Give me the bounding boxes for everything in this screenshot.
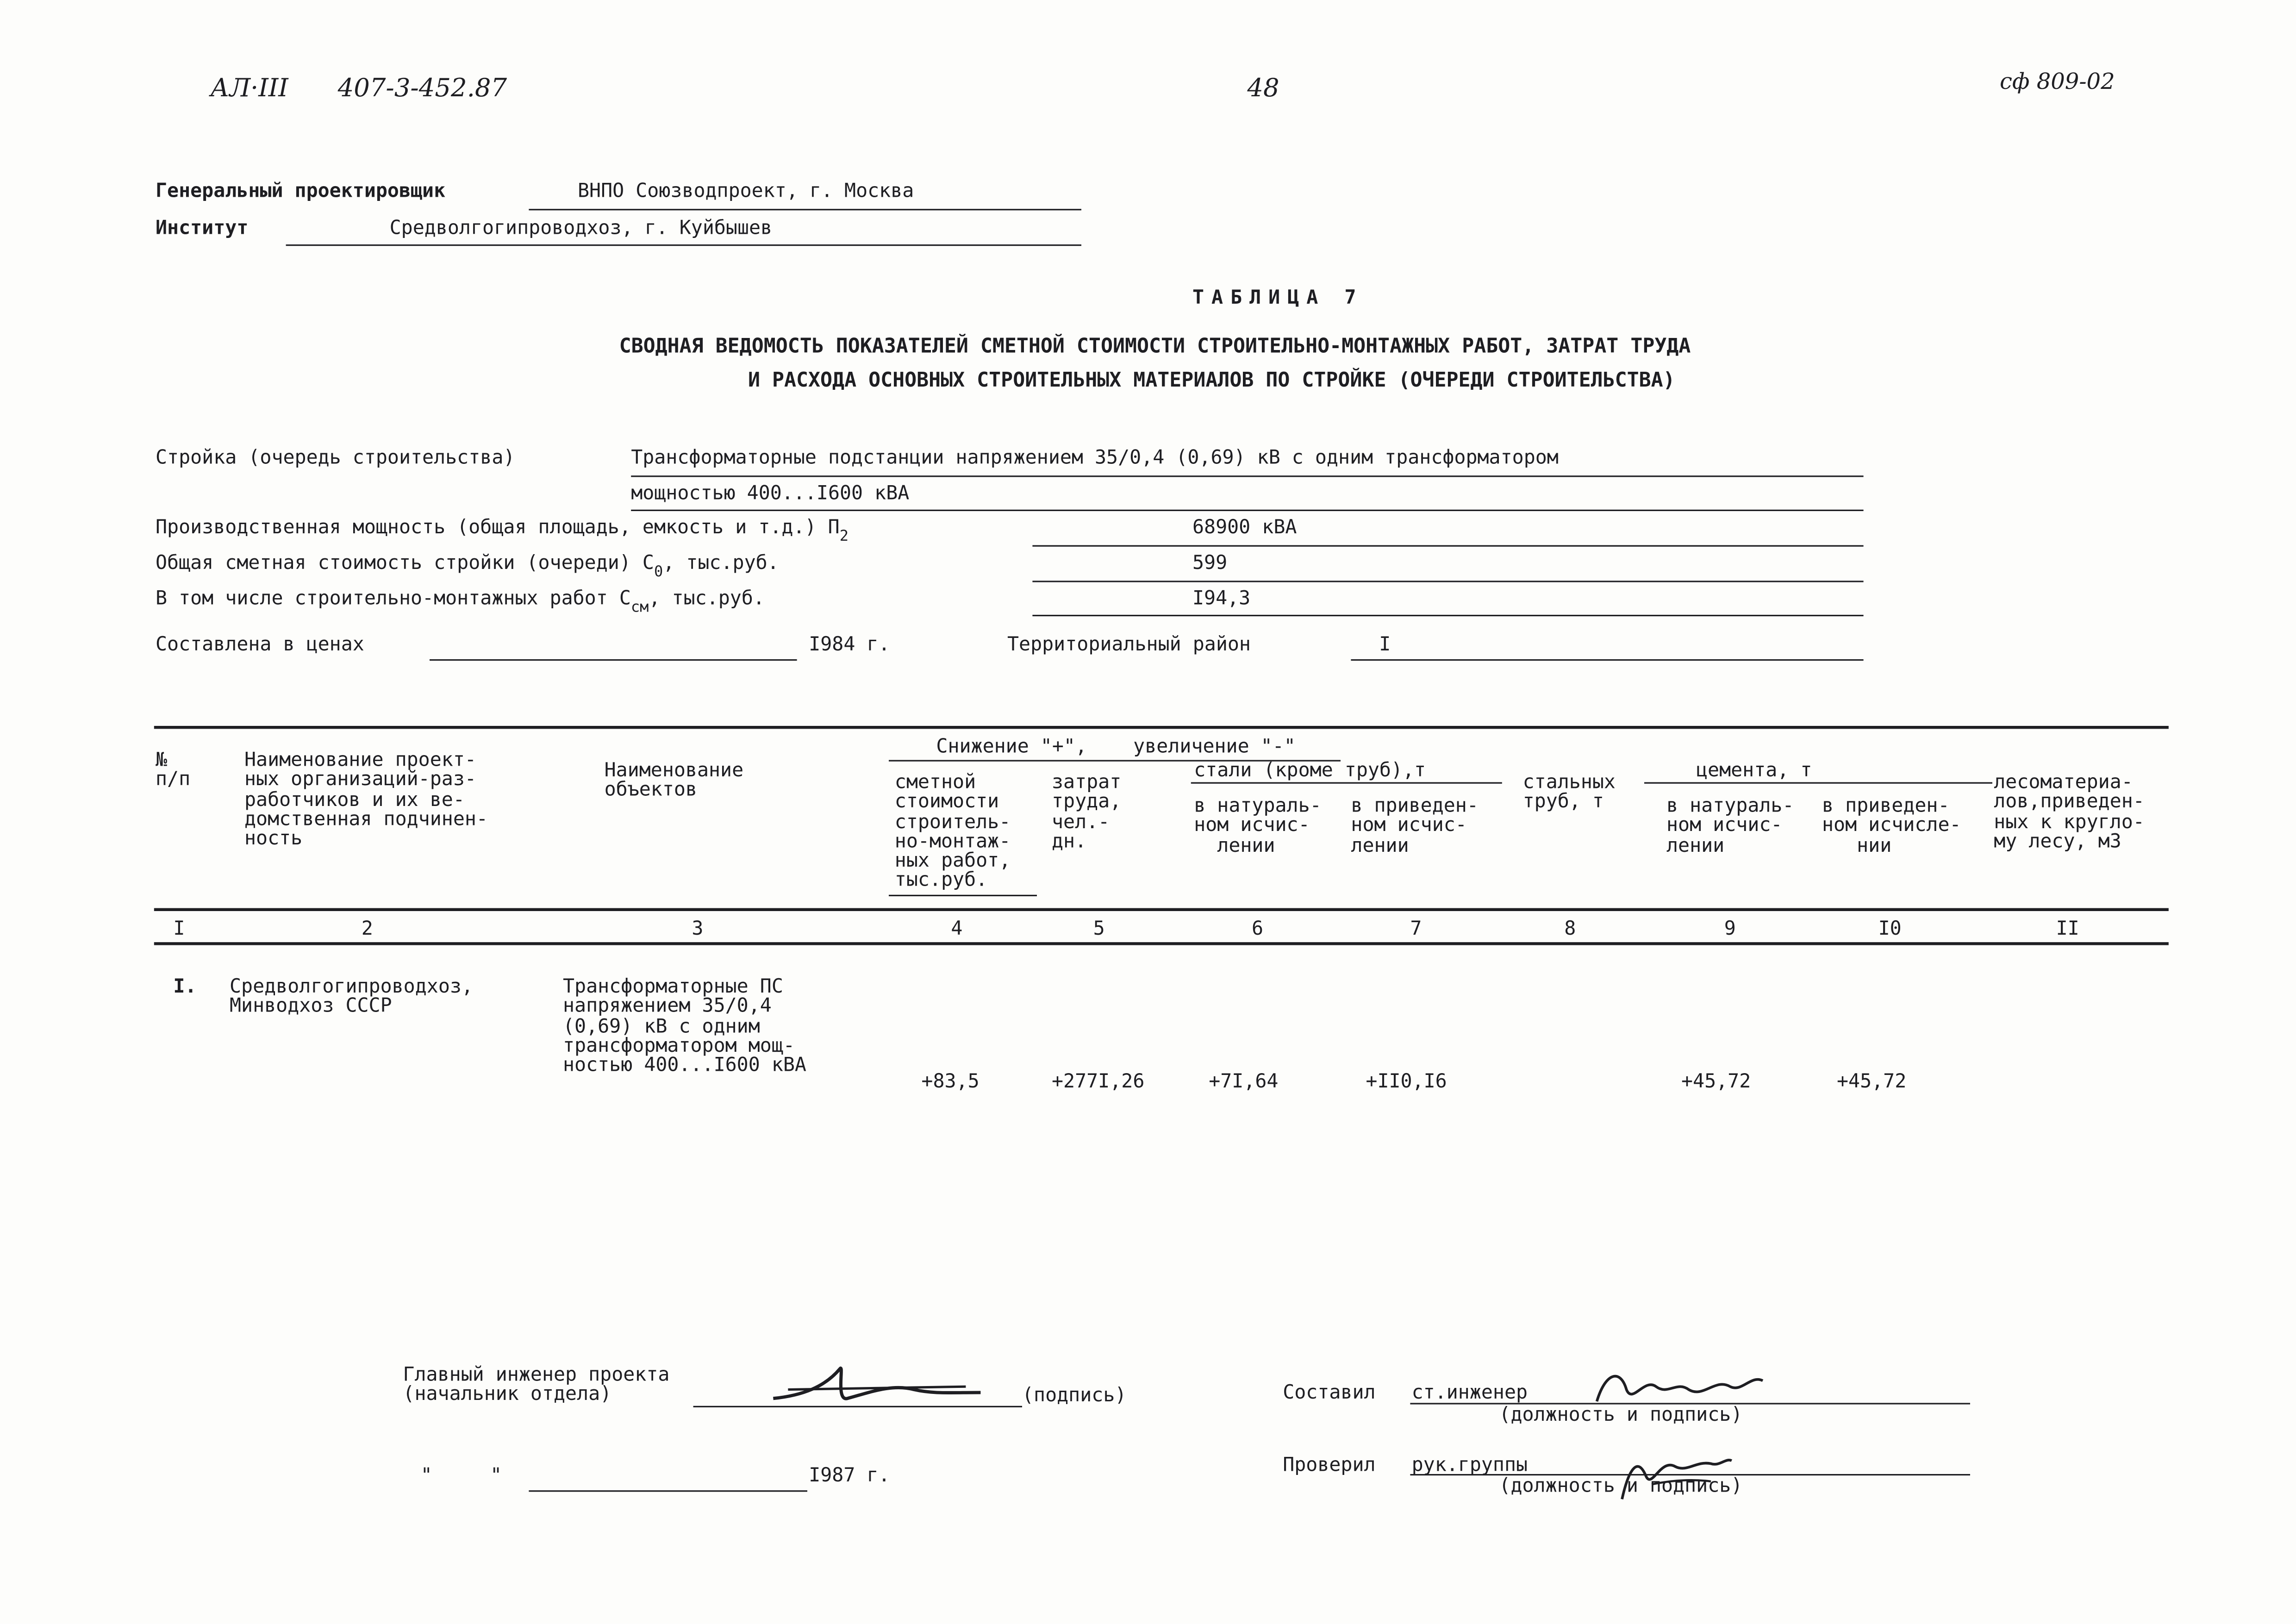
- table-header-rule: [154, 908, 2169, 911]
- archive-code: АЛ·III: [210, 74, 288, 104]
- compiled-position: ст.инженер: [1411, 1382, 1528, 1405]
- cost-header-underline: [889, 895, 1037, 896]
- compiled-position-hint: (должность и подпись): [1499, 1404, 1743, 1427]
- smr-cost-value: I94,3: [1192, 588, 1251, 611]
- header-steel-pipes: стальных труб, т: [1522, 772, 1616, 814]
- steel-underline: [1191, 782, 1502, 784]
- header-cement-natural: в натураль- ном исчис- лении: [1666, 795, 1794, 857]
- header-cement-reduced: в приведен- ном исчисле- нии: [1822, 795, 1961, 857]
- sheet-code: сф 809-02: [2000, 68, 2115, 95]
- chief-signature-icon: [758, 1357, 995, 1416]
- region-label: Территориальный район: [1007, 634, 1251, 656]
- general-designer-label: Генеральный проектировщик: [156, 181, 446, 203]
- signature-hint: (подпись): [1022, 1385, 1127, 1407]
- row-cement-reduced-value: +45,72: [1837, 1071, 1907, 1093]
- prices-label: Составлена в ценах: [156, 634, 364, 656]
- total-cost-label: Общая сметная стоимость стройки (очереди) $С_0$, тыс.руб.: [156, 552, 779, 581]
- col-number-6: 6: [1252, 918, 1264, 941]
- col-number-3: 3: [692, 918, 704, 941]
- table-title-line-2: И РАСХОДА ОСНОВНЫХ СТРОИТЕЛЬНЫХ МАТЕРИАЛОВ ПО СТРОЙКЕ (ОЧЕРЕДИ СТРОИТЕЛЬСТВА): [748, 369, 1675, 393]
- stroika-value-line-2: мощностью 400...I600 кВА: [631, 483, 910, 506]
- stroika-underline-1: [631, 475, 1863, 477]
- col-number-9: 9: [1724, 918, 1736, 941]
- header-object: Наименование объектов: [604, 760, 744, 802]
- row-steel-reduced-value: +II0,I6: [1366, 1071, 1447, 1093]
- compiled-label: Составил: [1283, 1382, 1376, 1405]
- table-top-rule: [154, 726, 2169, 729]
- header-steel: стали (кроме труб),т: [1194, 760, 1426, 782]
- institute-label: Институт: [156, 218, 249, 240]
- row-organization: Средволгогипроводхоз, Минводхоз СССР: [230, 976, 473, 1018]
- page-number: 48: [1247, 74, 1279, 104]
- table-numbers-rule: [154, 942, 2169, 945]
- stroika-label: Стройка (очередь строительства): [156, 447, 515, 470]
- row-cost-value: +83,5: [921, 1071, 980, 1093]
- project-number: 407-3-452.87: [337, 74, 507, 104]
- col-number-2: 2: [361, 918, 373, 941]
- smr-cost-label: В том числе строительно-монтажных работ $С_{см}$, тыс.руб.: [156, 588, 765, 617]
- header-labor: затрат труда, чел.- дн.: [1052, 772, 1122, 853]
- capacity-underline: [1032, 545, 1863, 547]
- table-title-line-1: СВОДНАЯ ВЕДОМОСТЬ ПОКАЗАТЕЛЕЙ СМЕТНОЙ СТОИМОСТИ СТРОИТЕЛЬНО-МОНТАЖНЫХ РАБОТ, ЗАТРАТ ТРУДА: [619, 335, 1691, 359]
- col-number-1: I: [173, 918, 185, 941]
- header-organization: Наименование проект- ных организаций-раз- работчиков и их ве- домственная подчинен- ность: [244, 750, 488, 850]
- total-cost-underline: [1032, 581, 1863, 582]
- stroika-underline-2: [631, 510, 1863, 511]
- col-number-10: I0: [1878, 918, 1902, 941]
- stroika-value-line-1: Трансформаторные подстанции напряжением 35/0,4 (0,69) кВ с одним трансформатором: [631, 447, 1559, 470]
- row-cement-natural-value: +45,72: [1681, 1071, 1751, 1093]
- institute-value: Средволгогипроводхоз, г. Куйбышев: [389, 218, 773, 240]
- header-timber: лесоматериа- лов,приведен- ных к кругло- му лесу, м3: [1994, 772, 2145, 853]
- region-value: I: [1379, 634, 1391, 656]
- header-steel-natural: в натураль- ном исчис- лении: [1194, 795, 1322, 857]
- header-steel-reduced: в приведен- ном исчис- лении: [1351, 795, 1479, 857]
- capacity-value: 68900 кВА: [1192, 517, 1297, 539]
- smr-cost-underline: [1032, 615, 1863, 616]
- header-cement: цемента, т: [1696, 760, 1812, 782]
- header-number: № п/п: [156, 750, 191, 792]
- col-number-4: 4: [951, 918, 963, 941]
- prices-underline: [430, 659, 797, 661]
- row-object: Трансформаторные ПС напряжением 35/0,4 (0,69) кВ с одним трансформатором мощ- ностью 400...I600 кВА: [563, 976, 806, 1077]
- col-number-7: 7: [1410, 918, 1422, 941]
- header-smr-cost: сметной стоимости строитель- но-монтаж- ных работ, тыс.руб.: [894, 772, 1011, 893]
- row-steel-natural-value: +7I,64: [1209, 1071, 1279, 1093]
- date-year: I987 г.: [809, 1465, 890, 1487]
- institute-underline: [286, 244, 1081, 246]
- total-cost-value: 599: [1192, 552, 1228, 575]
- date-line: [529, 1490, 807, 1492]
- checked-position: рук.группы: [1411, 1455, 1528, 1477]
- checked-position-hint: (должность и подпись): [1499, 1475, 1743, 1498]
- designer-underline: [529, 209, 1081, 210]
- col-number-11: II: [2056, 918, 2079, 941]
- col-number-8: 8: [1564, 918, 1576, 941]
- row-number: I.: [173, 976, 197, 999]
- capacity-label: Производственная мощность (общая площадь, емкость и т.д.) $П_2$: [156, 517, 849, 545]
- date-quotes: " ": [420, 1465, 502, 1487]
- header-change-group: Снижение "+", увеличение "-": [936, 736, 1296, 759]
- general-designer-value: ВНПО Союзводпроект, г. Москва: [578, 181, 914, 203]
- checked-signature-icon: [1607, 1440, 1741, 1508]
- col-number-5: 5: [1093, 918, 1105, 941]
- chief-engineer-label: Главный инженер проекта (начальник отдела): [403, 1364, 670, 1406]
- prices-year: I984 г.: [809, 634, 890, 656]
- row-labor-value: +277I,26: [1052, 1071, 1145, 1093]
- cement-underline: [1644, 782, 1992, 784]
- region-underline: [1351, 659, 1863, 661]
- checked-label: Проверил: [1283, 1455, 1376, 1477]
- table-number: ТАБЛИЦА 7: [1192, 287, 1364, 310]
